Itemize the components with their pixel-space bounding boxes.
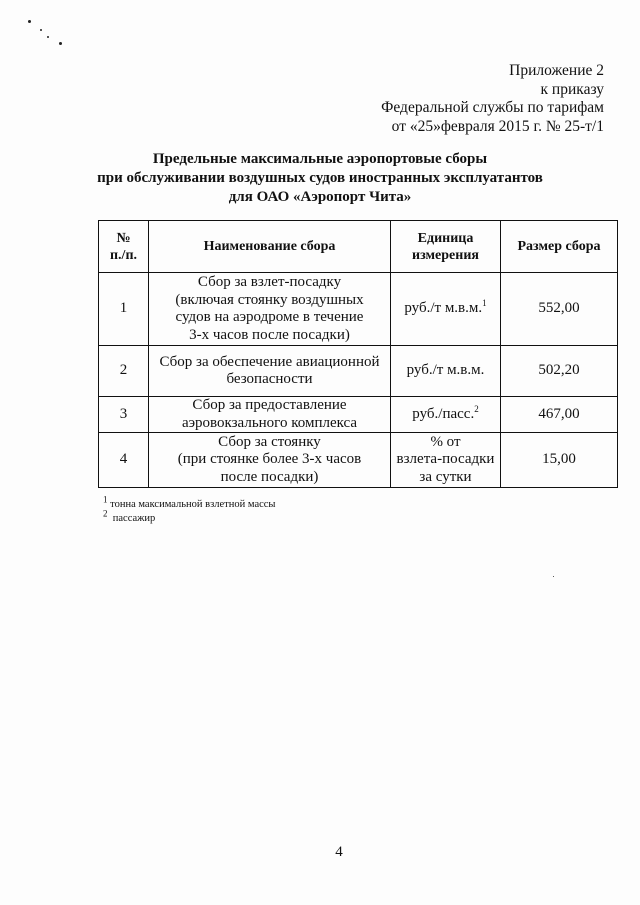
cell-amount: 15,00 <box>501 433 618 488</box>
cell-amount: 502,20 <box>501 346 618 397</box>
header-fee-name: Наименование сбора <box>149 221 391 273</box>
appendix-line-1: Приложение 2 <box>509 62 604 79</box>
header-unit: Единица измерения <box>391 221 501 273</box>
page-number: 4 <box>335 844 343 860</box>
header-number: № п./п. <box>99 221 149 273</box>
table-header-row <box>99 221 618 273</box>
cell-number: 3 <box>99 397 149 433</box>
title-line-2: при обслуживании воздушных судов иностранных эксплуатантов <box>97 170 543 186</box>
appendix-line-4: от «25»февраля 2015 г. № 25-т/1 <box>391 117 604 135</box>
table-row <box>99 273 618 346</box>
table-row <box>99 397 618 433</box>
footnote-2: $^2$ пассажир <box>103 508 156 524</box>
appendix-line-2: к приказу <box>540 80 604 98</box>
cell-number: 2 <box>99 346 149 397</box>
document-title <box>0 150 640 207</box>
fees-table <box>98 220 618 488</box>
footnote-ref: 1 <box>482 298 487 309</box>
footnotes <box>103 494 276 526</box>
title-line-3: для ОАО «Аэропорт Чита» <box>228 189 412 205</box>
cell-number: 4 <box>99 433 149 488</box>
appendix-line-3: Федеральной службы по тарифам <box>381 99 604 116</box>
cell-amount: 467,00 <box>501 397 618 433</box>
table-row <box>99 433 618 488</box>
cell-fee-name: Сбор за предоставление аэровокзального комплекса <box>149 397 391 433</box>
appendix-header <box>381 62 604 136</box>
cell-unit: % от взлета-посадки за сутки <box>391 433 501 488</box>
cell-unit: руб./т м.в.м. <box>391 346 501 397</box>
header-amount: Размер сбора <box>501 221 618 273</box>
cell-fee-name: Сбор за взлет-посадку (включая стоянку воздушных судов на аэродроме в течение 3-х часов после посадки) <box>149 273 391 346</box>
footnote-1: $^1$ тонна максимальной взлетной массы <box>103 494 276 510</box>
table-row <box>99 346 618 397</box>
cell-amount: 552,00 <box>501 273 618 346</box>
footnote-ref: 2 <box>474 403 479 414</box>
cell-number: 1 <box>99 273 149 346</box>
cell-unit: руб./т м.в.м.$^1$ <box>391 273 501 346</box>
cell-fee-name: Сбор за обеспечение авиационной безопасности <box>149 346 391 397</box>
title-line-1: Предельные максимальные аэропортовые сборы <box>152 151 488 167</box>
cell-unit: руб./пасс.$^2$ <box>391 397 501 433</box>
cell-fee-name: Сбор за стоянку (при стоянке более 3-х часов после посадки) <box>149 433 391 488</box>
